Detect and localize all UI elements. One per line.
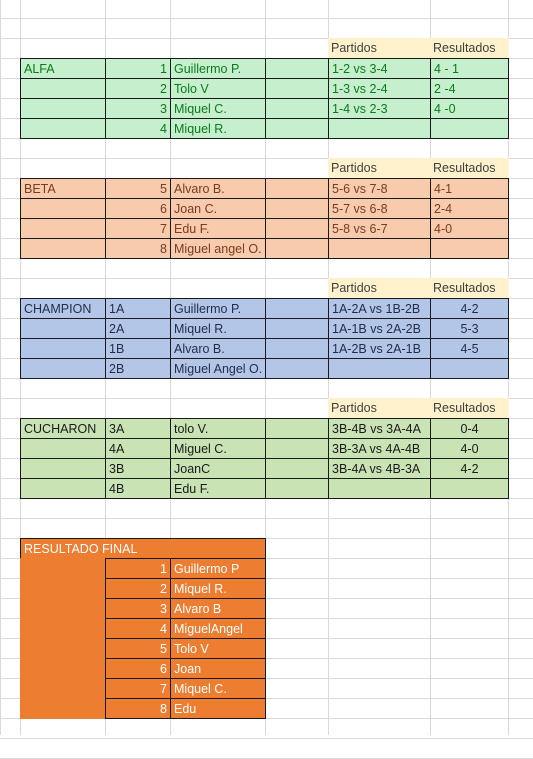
- gridline-vertical: [0, 0, 1, 735]
- seed-cell[interactable]: 2: [105, 78, 171, 99]
- player-cell[interactable]: Miquel R.: [170, 118, 266, 139]
- player-cell[interactable]: Miquel C.: [170, 98, 266, 119]
- empty-cell[interactable]: [265, 358, 329, 379]
- partido-cell[interactable]: [328, 238, 431, 259]
- partido-cell[interactable]: [328, 478, 431, 499]
- final-title-cell[interactable]: RESULTADO FINAL: [20, 538, 266, 559]
- seed-cell[interactable]: 1: [105, 58, 171, 79]
- resultado-cell[interactable]: 4-0: [430, 218, 509, 239]
- group-empty-cell[interactable]: [20, 118, 106, 139]
- empty-cell[interactable]: [265, 458, 329, 479]
- partido-cell[interactable]: 3B-3A vs 4A-4B: [328, 438, 431, 459]
- partido-cell[interactable]: 5-8 vs 6-7: [328, 218, 431, 239]
- empty-cell[interactable]: [265, 98, 329, 119]
- partidos-header[interactable]: Partidos: [328, 158, 431, 179]
- empty-cell[interactable]: [265, 298, 329, 319]
- group-name-cell[interactable]: BETA: [20, 178, 106, 199]
- resultado-cell[interactable]: 2 -4: [430, 78, 509, 99]
- group-name-cell[interactable]: ALFA: [20, 58, 106, 79]
- resultado-cell[interactable]: 4 -0: [430, 98, 509, 119]
- group-empty-cell[interactable]: [20, 318, 106, 339]
- group-empty-cell[interactable]: [20, 198, 106, 219]
- seed-cell[interactable]: 3: [105, 98, 171, 119]
- resultados-header[interactable]: Resultados: [430, 398, 509, 419]
- player-cell[interactable]: Guillermo P.: [170, 298, 266, 319]
- partido-cell[interactable]: 1A-1B vs 2A-2B: [328, 318, 431, 339]
- resultado-cell[interactable]: [430, 478, 509, 499]
- gridline-horizontal: [0, 738, 533, 739]
- player-cell[interactable]: tolo V.: [170, 418, 266, 439]
- resultado-cell[interactable]: 0-4: [430, 418, 509, 439]
- partido-cell[interactable]: 1-3 vs 2-4: [328, 78, 431, 99]
- empty-cell[interactable]: [265, 198, 329, 219]
- empty-cell[interactable]: [265, 178, 329, 199]
- resultado-cell[interactable]: 4-2: [430, 298, 509, 319]
- group-empty-cell[interactable]: [20, 238, 106, 259]
- player-cell[interactable]: Joan C.: [170, 198, 266, 219]
- group-empty-cell[interactable]: [20, 438, 106, 459]
- seed-cell[interactable]: 2A: [105, 318, 171, 339]
- final-player-cell[interactable]: Miquel R.: [170, 578, 266, 599]
- empty-cell[interactable]: [265, 218, 329, 239]
- group-empty-cell[interactable]: [20, 218, 106, 239]
- partido-cell[interactable]: 1A-2B vs 2A-1B: [328, 338, 431, 359]
- resultados-header[interactable]: Resultados: [430, 38, 509, 59]
- final-player-cell[interactable]: Miquel C.: [170, 678, 266, 699]
- seed-cell[interactable]: 8: [105, 238, 171, 259]
- seed-cell[interactable]: 6: [105, 198, 171, 219]
- seed-cell[interactable]: 3B: [105, 458, 171, 479]
- resultado-cell[interactable]: [430, 118, 509, 139]
- player-cell[interactable]: JoanC: [170, 458, 266, 479]
- resultado-cell[interactable]: [430, 238, 509, 259]
- gridline-horizontal: [0, 18, 533, 19]
- final-position-cell[interactable]: 4: [105, 618, 171, 639]
- partido-cell[interactable]: 5-7 vs 6-8: [328, 198, 431, 219]
- resultados-header[interactable]: Resultados: [430, 278, 509, 299]
- seed-cell[interactable]: 1B: [105, 338, 171, 359]
- resultado-cell[interactable]: 4 - 1: [430, 58, 509, 79]
- empty-cell[interactable]: [265, 118, 329, 139]
- resultado-cell[interactable]: 4-2: [430, 458, 509, 479]
- partido-cell[interactable]: [328, 358, 431, 379]
- seed-cell[interactable]: 4: [105, 118, 171, 139]
- player-cell[interactable]: Tolo V: [170, 78, 266, 99]
- seed-cell[interactable]: 7: [105, 218, 171, 239]
- player-cell[interactable]: Alvaro B.: [170, 338, 266, 359]
- group-empty-cell[interactable]: [20, 98, 106, 119]
- empty-cell[interactable]: [265, 238, 329, 259]
- partido-cell[interactable]: 1-4 vs 2-3: [328, 98, 431, 119]
- seed-cell[interactable]: 5: [105, 178, 171, 199]
- final-position-cell[interactable]: 8: [105, 698, 171, 719]
- partido-cell[interactable]: 1A-2A vs 1B-2B: [328, 298, 431, 319]
- final-player-cell[interactable]: MiguelAngel: [170, 618, 266, 639]
- final-player-cell[interactable]: Alvaro B: [170, 598, 266, 619]
- group-empty-cell[interactable]: [20, 78, 106, 99]
- final-position-cell[interactable]: 7: [105, 678, 171, 699]
- resultados-header[interactable]: Resultados: [430, 158, 509, 179]
- resultado-cell[interactable]: 4-0: [430, 438, 509, 459]
- group-empty-cell[interactable]: [20, 358, 106, 379]
- final-player-cell[interactable]: Edu: [170, 698, 266, 719]
- player-cell[interactable]: Alvaro B.: [170, 178, 266, 199]
- resultado-cell[interactable]: 2-4: [430, 198, 509, 219]
- partidos-header[interactable]: Partidos: [328, 398, 431, 419]
- empty-cell[interactable]: [265, 478, 329, 499]
- player-cell[interactable]: Miguel Angel O.: [170, 358, 266, 379]
- final-position-cell[interactable]: 1: [105, 558, 171, 579]
- partido-cell[interactable]: 3B-4A vs 4B-3A: [328, 458, 431, 479]
- empty-cell[interactable]: [265, 418, 329, 439]
- player-cell[interactable]: Edu F.: [170, 218, 266, 239]
- group-name-cell[interactable]: CHAMPION: [20, 298, 106, 319]
- seed-cell[interactable]: 3A: [105, 418, 171, 439]
- partidos-header[interactable]: Partidos: [328, 38, 431, 59]
- player-cell[interactable]: Guillermo P.: [170, 58, 266, 79]
- player-cell[interactable]: Miquel R.: [170, 318, 266, 339]
- partido-cell[interactable]: 1-2 vs 3-4: [328, 58, 431, 79]
- final-player-cell[interactable]: Guillermo P: [170, 558, 266, 579]
- partido-cell[interactable]: 5-6 vs 7-8: [328, 178, 431, 199]
- partido-cell[interactable]: 3B-4B vs 3A-4A: [328, 418, 431, 439]
- resultado-cell[interactable]: [430, 358, 509, 379]
- final-player-cell[interactable]: Joan: [170, 658, 266, 679]
- seed-cell[interactable]: 4B: [105, 478, 171, 499]
- group-empty-cell[interactable]: [20, 338, 106, 359]
- gridline-horizontal: [0, 518, 533, 519]
- resultado-cell[interactable]: 4-5: [430, 338, 509, 359]
- empty-cell[interactable]: [265, 58, 329, 79]
- empty-cell[interactable]: [265, 78, 329, 99]
- final-side-block[interactable]: [20, 558, 106, 719]
- empty-cell[interactable]: [265, 338, 329, 359]
- empty-cell[interactable]: [265, 438, 329, 459]
- resultado-cell[interactable]: 4-1: [430, 178, 509, 199]
- partidos-header[interactable]: Partidos: [328, 278, 431, 299]
- final-position-cell[interactable]: 6: [105, 658, 171, 679]
- final-position-cell[interactable]: 5: [105, 638, 171, 659]
- group-name-cell[interactable]: CUCHARON: [20, 418, 106, 439]
- final-position-cell[interactable]: 2: [105, 578, 171, 599]
- partido-cell[interactable]: [328, 118, 431, 139]
- player-cell[interactable]: Miguel angel O.: [170, 238, 266, 259]
- resultado-cell[interactable]: 5-3: [430, 318, 509, 339]
- empty-cell[interactable]: [265, 318, 329, 339]
- seed-cell[interactable]: 2B: [105, 358, 171, 379]
- player-cell[interactable]: Miguel C.: [170, 438, 266, 459]
- seed-cell[interactable]: 4A: [105, 438, 171, 459]
- group-empty-cell[interactable]: [20, 478, 106, 499]
- final-player-cell[interactable]: Tolo V: [170, 638, 266, 659]
- final-position-cell[interactable]: 3: [105, 598, 171, 619]
- player-cell[interactable]: Edu F.: [170, 478, 266, 499]
- group-empty-cell[interactable]: [20, 458, 106, 479]
- seed-cell[interactable]: 1A: [105, 298, 171, 319]
